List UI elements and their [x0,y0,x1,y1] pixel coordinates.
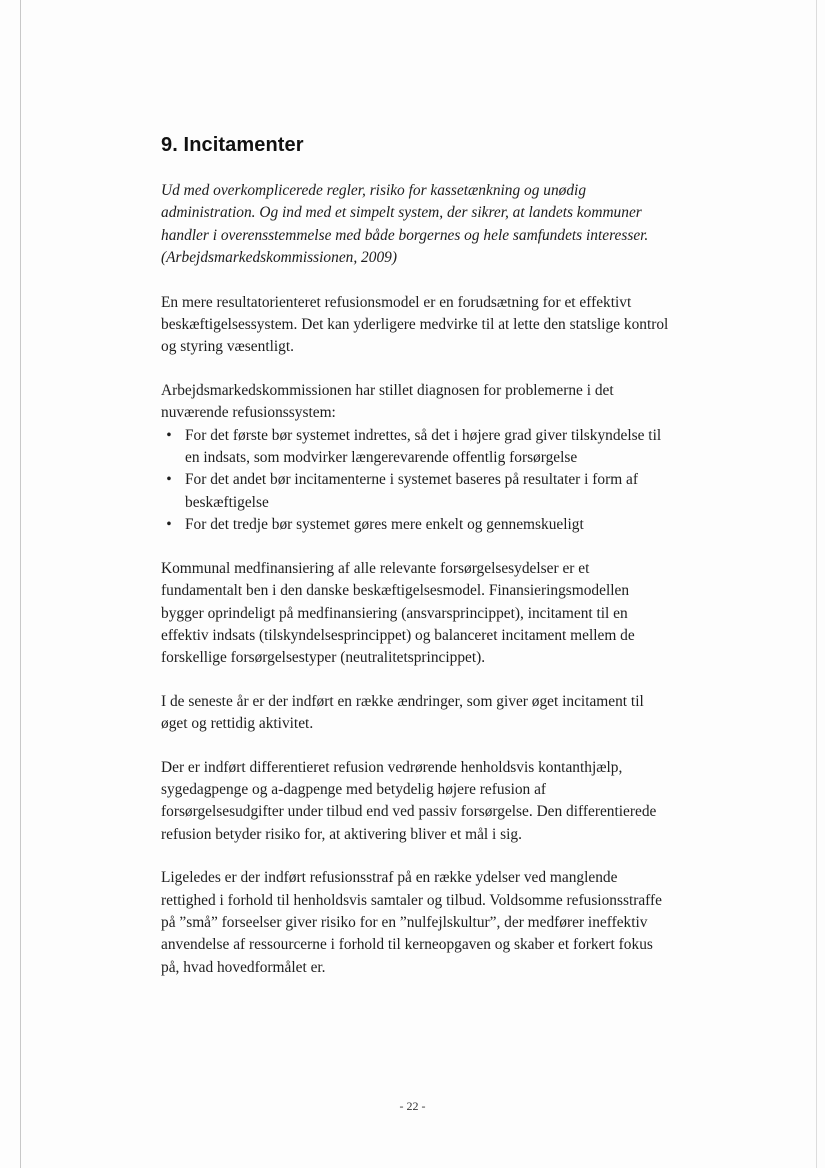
list-item-text: For det andet bør incitamenterne i systemet baseres på resultater i form af beskæftigelse [185,471,639,511]
diagnosis-block [161,380,671,537]
list-item [161,425,671,470]
list-item-text: For det første bør systemet indrettes, så det i højere grad giver tilskyndelse til en indsats, som modvirker længerevarende offentlig forsørgelse [185,426,662,467]
paragraph-1: En mere resultatorienteret refusionsmodel er en forudsætning for et effektivt beskæftigelsessystem. Det kan yderligere medvirke til at lette den statslige kontrol og styring væsentligt. [161,293,669,356]
bullet-glyph: • [166,426,172,444]
paragraph-2-intro: Arbejdsmarkedskommissionen har stillet diagnosen for problemerne i det nuværende refusionssystem: [161,381,614,422]
section-heading: 9. Incitamenter [161,134,304,156]
list-item [161,514,671,536]
list-item-text: For det tredje bør systemet gøres mere enkelt og gennemskueligt [185,516,584,534]
page-number: - 22 - [399,1099,426,1113]
list-item [161,469,671,514]
scan-edge-left [20,0,21,1168]
page-content [161,132,671,979]
bullet-glyph: • [166,516,172,534]
bullet-glyph: • [166,471,172,489]
paragraph-6: Ligeledes er der indført refusionsstraf på en række ydelser ved manglende rettighed i forhold til henholdsvis samtaler og tilbud. Voldsomme refusionsstraffe på ”små” forseelser giver risiko for en ”nulfejlskultur”, der medfører ineffektiv anvendelse af ressourcerne i forhold til kerneopgaven og skaber et forkert fokus på, hvad hovedformålet er. [161,869,662,976]
paragraph-5: Der er indført differentieret refusion vedrørende henholdsvis kontanthjælp, sygedagpenge og a-dagpenge med betydelig højere refusion af forsørgelsesudgifter under tilbud end ved passiv forsørgelse. Den differentierede refusion betyder risiko for, at aktivering bliver et mål i sig. [161,758,657,843]
paragraph-4: I de seneste år er der indført en række ændringer, som giver øget incitament til øget og rettidig aktivitet. [161,692,644,733]
epigraph-quote: Ud med overkomplicerede regler, risiko for kassetænkning og unødig administration. Og ind med et simpelt system, der sikrer, at landets kommuner handler i overensstemmelse med både borgernes og hele samfundets interesser. (Arbejdsmarkedskommissionen, 2009) [161,182,649,267]
paragraph-3: Kommunal medfinansiering af alle relevante forsørgelsesydelser er et fundamentalt ben i den danske beskæftigelsesmodel. Finansieringsmodellen bygger oprindeligt på medfinansiering (ansvarsprincippet), incitament til en effektiv indsats (tilskyndelsesprincippet) og balanceret incitament mellem de forskellige forsørgelsestyper (neutralitetsprincippet). [161,559,635,667]
diagnosis-list [161,425,671,537]
scan-edge-right [816,0,817,1168]
